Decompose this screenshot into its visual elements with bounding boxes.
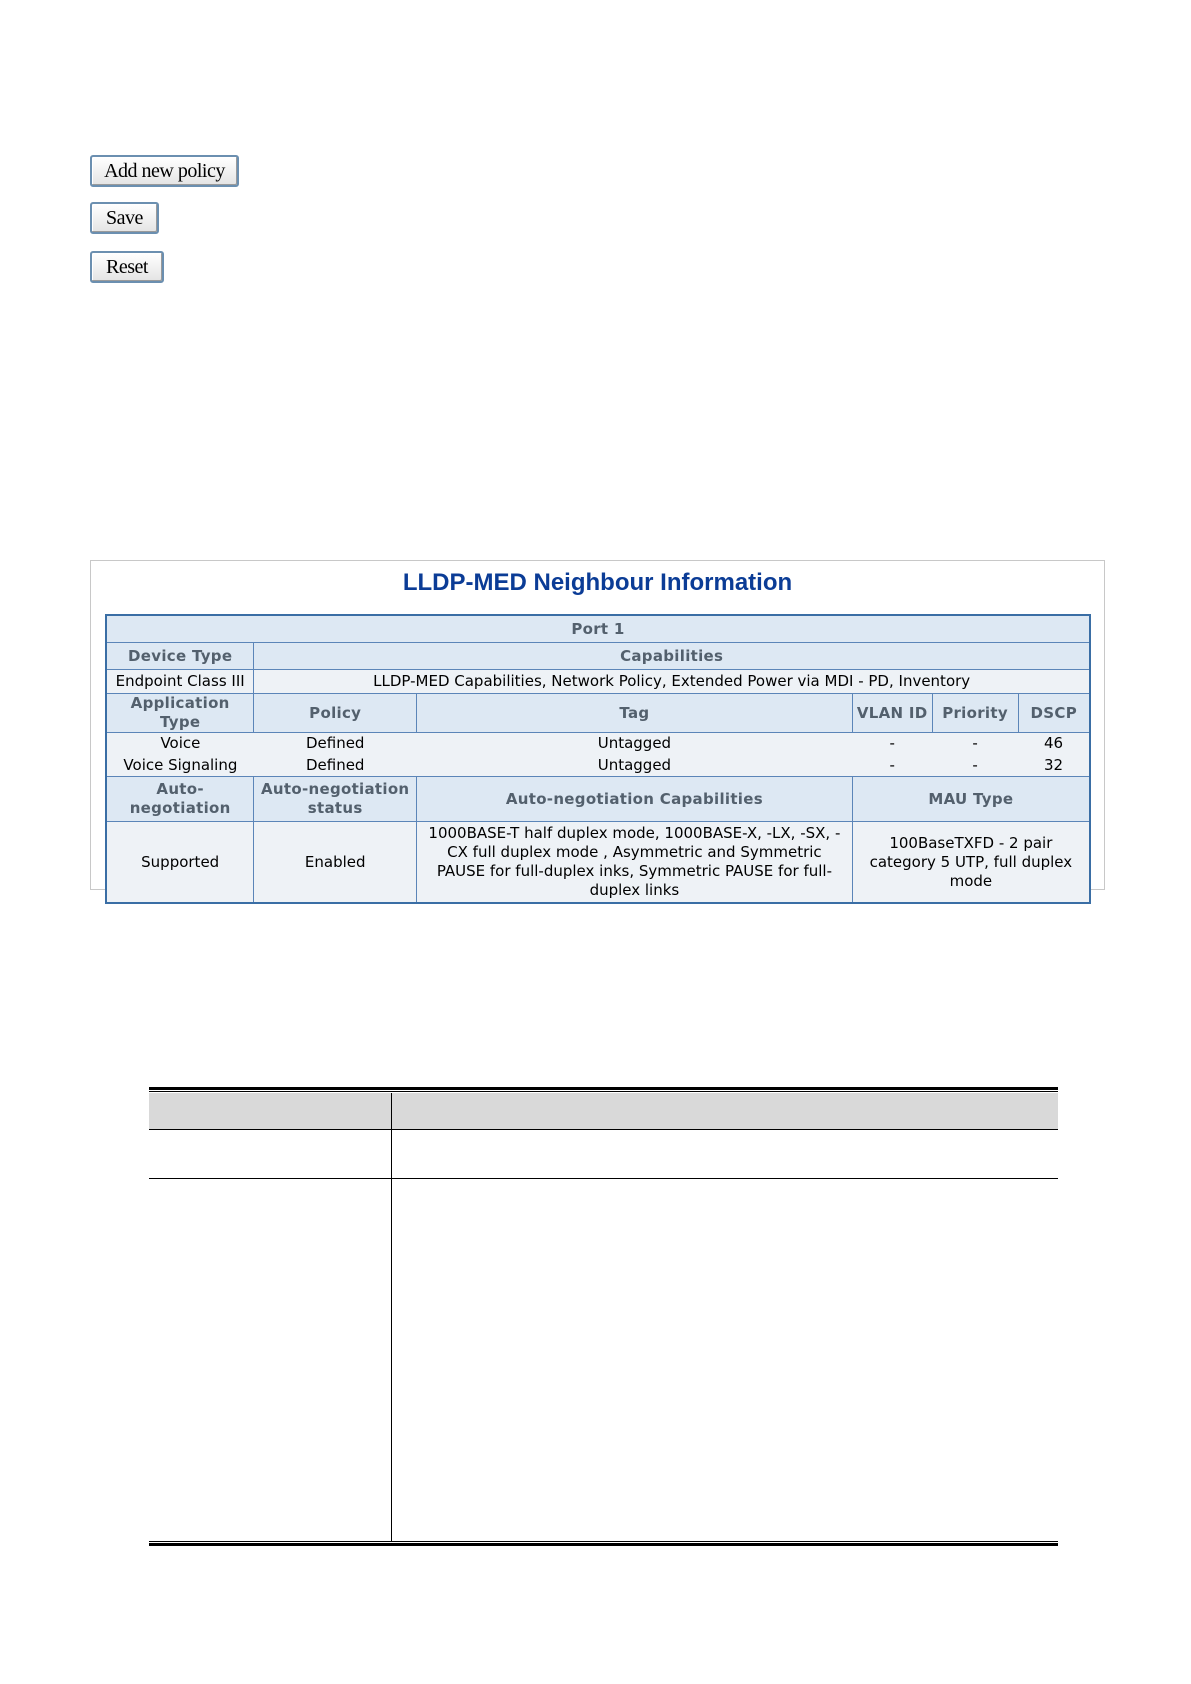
description-table: [149, 1087, 1058, 1545]
device-type-value: Endpoint Class III: [106, 670, 254, 694]
vlan-id-header: VLAN ID: [852, 694, 932, 733]
auto-negotiation-capabilities-value: 1000BASE-T half duplex mode, 1000BASE-X, -LX, -SX, -CX full duplex mode , Asymmetric and Symmetric PAUSE for full-duplex inks, Symmetric PAUSE for full-duplex links: [417, 822, 853, 904]
application-type-value: Voice: [106, 733, 254, 755]
auto-negotiation-value: Supported: [106, 822, 254, 904]
vlan-id-value: -: [852, 755, 932, 777]
application-type-header: Application Type: [106, 694, 254, 733]
negotiation-header-row: [106, 777, 1090, 822]
table-top-rule-thin: [149, 1091, 1058, 1092]
row-divider: [149, 1129, 1058, 1130]
vlan-id-value: -: [852, 733, 932, 755]
dscp-value: 32: [1018, 755, 1090, 777]
auto-negotiation-status-header: Auto-negotiation status: [254, 777, 417, 822]
device-header-row: [106, 643, 1090, 670]
table-top-rule: [149, 1087, 1058, 1090]
auto-negotiation-header: Auto-negotiation: [106, 777, 254, 822]
application-type-value: Voice Signaling: [106, 755, 254, 777]
save-button[interactable]: Save: [90, 202, 159, 234]
add-new-policy-button[interactable]: Add new policy: [90, 155, 239, 187]
policy-header: Policy: [254, 694, 417, 733]
device-type-header: Device Type: [106, 643, 254, 670]
negotiation-row: [106, 822, 1090, 904]
tag-value: Untagged: [417, 733, 853, 755]
policy-header-row: [106, 694, 1090, 733]
policy-row: [106, 733, 1090, 755]
policy-value: Defined: [254, 755, 417, 777]
mau-type-value: 100BaseTXFD - 2 pair category 5 UTP, full duplex mode: [852, 822, 1090, 904]
dscp-header: DSCP: [1018, 694, 1090, 733]
port-header-row: [106, 615, 1090, 643]
dscp-value: 46: [1018, 733, 1090, 755]
tag-header: Tag: [417, 694, 853, 733]
device-row: [106, 670, 1090, 694]
lldp-med-neighbour-panel: [90, 560, 1105, 899]
table-bottom-rule-thin: [149, 1541, 1058, 1542]
panel-title: LLDP-MED Neighbour Information: [402, 569, 793, 596]
tag-value: Untagged: [417, 755, 853, 777]
column-divider: [391, 1093, 392, 1541]
neighbour-table: [105, 614, 1091, 904]
port-header: Port 1: [106, 615, 1090, 643]
policy-value: Defined: [254, 733, 417, 755]
mau-type-header: MAU Type: [852, 777, 1090, 822]
capabilities-value: LLDP-MED Capabilities, Network Policy, Extended Power via MDI - PD, Inventory: [254, 670, 1090, 694]
auto-negotiation-capabilities-header: Auto-negotiation Capabilities: [417, 777, 853, 822]
capabilities-header: Capabilities: [254, 643, 1090, 670]
policy-row: [106, 755, 1090, 777]
table-bottom-rule: [149, 1543, 1058, 1546]
priority-header: Priority: [932, 694, 1018, 733]
row-divider: [149, 1178, 1058, 1179]
priority-value: -: [932, 733, 1018, 755]
reset-button[interactable]: Reset: [90, 251, 164, 283]
auto-negotiation-status-value: Enabled: [254, 822, 417, 904]
priority-value: -: [932, 755, 1018, 777]
table-header-band: [149, 1093, 1058, 1129]
